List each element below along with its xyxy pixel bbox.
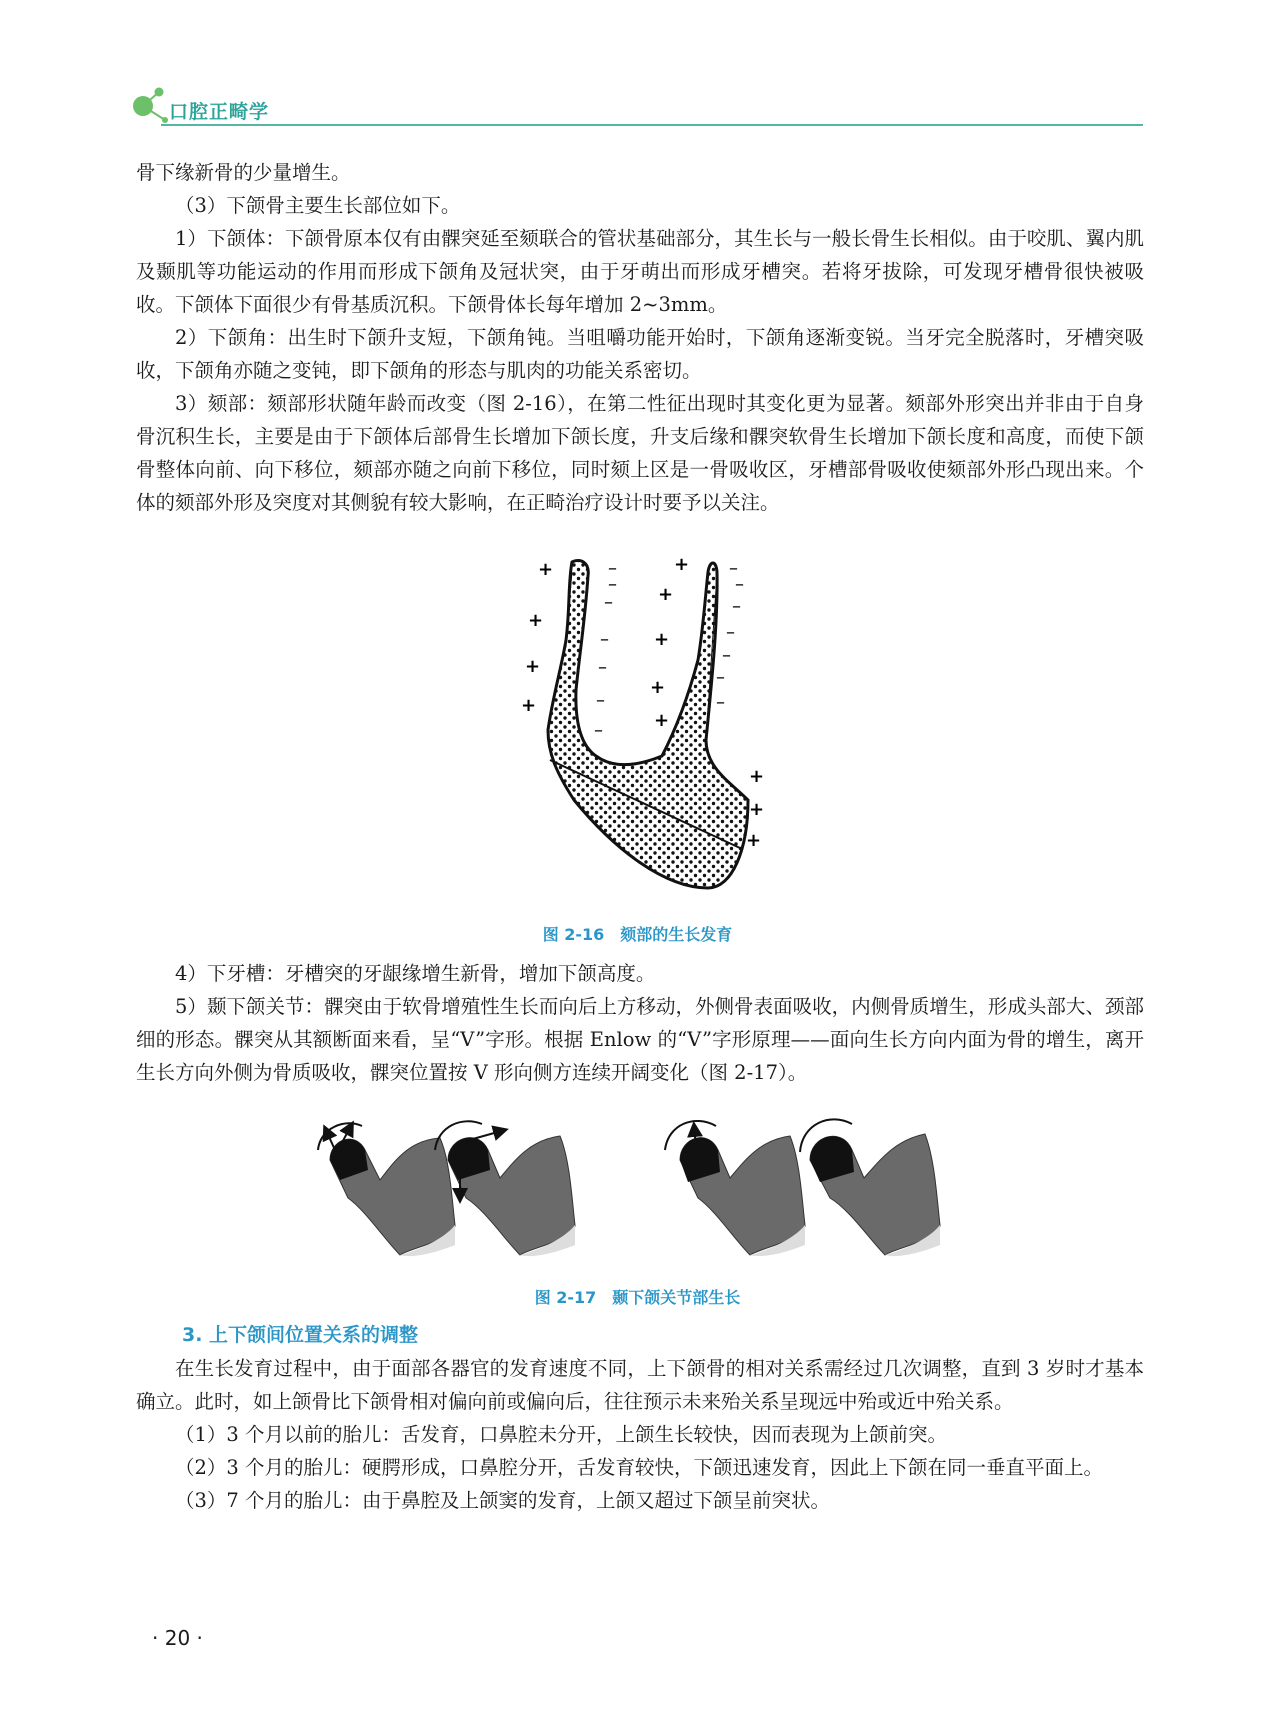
minus-mark: – [722, 645, 731, 666]
plus-mark: + [528, 610, 544, 631]
paragraph: 1）下颌体：下颌骨原本仅有由髁突延至颏联合的管状基础部分，其生长与一般长骨生长相似。由于咬肌、翼内肌及颞肌等功能运动的作用而形成下颌角及冠状突，由于牙萌出而形成牙槽突。若将牙拔除，可发现牙槽骨很快被吸收。下颌体下面很少有骨基质沉积。下颌骨体长每年增加 2~3mm。 [136, 227, 1144, 316]
minus-mark: – [604, 592, 613, 613]
plus-mark: + [525, 656, 541, 677]
minus-mark: – [732, 596, 741, 617]
minus-mark: – [735, 574, 744, 595]
plus-mark: + [538, 559, 554, 580]
paragraph: （3）下颌骨主要生长部位如下。 [175, 194, 461, 217]
paragraph: 骨下缘新骨的少量增生。 [136, 161, 351, 184]
minus-mark: – [608, 574, 617, 595]
plus-mark: + [654, 710, 670, 731]
minus-mark: – [598, 657, 607, 678]
text-block-2 [136, 957, 1144, 1089]
minus-mark: – [726, 622, 735, 643]
condyle-stage-3 [665, 1121, 805, 1256]
condyle-stage-2 [435, 1121, 575, 1256]
plus-mark: + [658, 584, 674, 605]
figure-2-16-caption: 图 2-16 颏部的生长发育 [542, 925, 733, 944]
minus-mark: – [594, 720, 603, 741]
condyle-stage-4 [800, 1119, 940, 1256]
text-block-1 [136, 156, 1144, 519]
paragraph: （2）3 个月的胎儿：硬腭形成，口鼻腔分开，舌发育较快，下颌迅速发育，因此上下颌在同一垂直平面上。 [175, 1456, 1104, 1479]
plus-mark: + [746, 830, 762, 851]
paragraph: 在生长发育过程中，由于面部各器官的发育速度不同，上下颌骨的相对关系需经过几次调整，直到 3 岁时才基本确立。此时，如上颌骨比下颌骨相对偏向前或偏向后，往往预示未来殆关系呈现远中殆或近中殆关系。 [136, 1357, 1144, 1413]
paragraph: 4）下牙槽：牙槽突的牙龈缘增生新骨，增加下颌高度。 [175, 962, 656, 985]
plus-mark: + [521, 695, 537, 716]
section-heading: 3. 上下颌间位置关系的调整 [182, 1324, 419, 1346]
plus-mark: + [674, 554, 690, 575]
minus-mark: – [716, 667, 725, 688]
plus-mark: + [749, 766, 765, 787]
minus-mark: – [729, 558, 738, 579]
header-rule [161, 124, 1143, 126]
paragraph: 5）颞下颌关节：髁突由于软骨增殖性生长而向后上方移动，外侧骨表面吸收，内侧骨质增生，形成头部大、颈部细的形态。髁突从其额断面来看，呈“V”字形。根据 Enlow 的“V”字形原理——面向生长方向内面为骨的增生，离开生长方向外侧为骨质吸收，髁突位置按 V 形向侧方连续开阔变化（图 2-17）。 [136, 995, 1144, 1084]
minus-mark: – [716, 692, 725, 713]
plus-mark: + [650, 677, 666, 698]
page-header [133, 86, 1143, 126]
text-block-3 [136, 1352, 1144, 1517]
paragraph: （3）7 个月的胎儿：由于鼻腔及上颌窦的发育，上颌又超过下颌呈前突状。 [175, 1489, 831, 1512]
plus-mark: + [749, 799, 765, 820]
paragraph: 2）下颌角：出生时下颌升支短，下颌角钝。当咀嚼功能开始时，下颌角逐渐变锐。当牙完全脱落时，牙槽突吸收，下颌角亦随之变钝，即下颌角的形态与肌肉的功能关系密切。 [136, 326, 1144, 382]
book-logo-icon [133, 86, 173, 126]
plus-mark: + [654, 629, 670, 650]
book-title: 口腔正畸学 [169, 101, 270, 123]
figure-2-17-caption: 图 2-17 颞下颌关节部生长 [534, 1288, 741, 1307]
page-number: · 20 · [152, 1626, 203, 1650]
minus-mark: – [596, 690, 605, 711]
figure-tmj-growth [300, 1100, 1000, 1280]
condyle-stage-1 [318, 1123, 455, 1256]
figure-chin-growth [515, 548, 785, 908]
paragraph: 3）颏部：颏部形状随年龄而改变（图 2-16），在第二性征出现时其变化更为显著。颏部外形突出并非由于自身骨沉积生长，主要是由于下颌体后部骨生长增加下颌长度，升支后缘和髁突软骨生长增加下颌长度和高度，而使下颌骨整体向前、向下移位，颏部亦随之向前下移位，同时颏上区是一骨吸收区，牙槽部骨吸收使颏部外形凸现出来。个体的颏部外形及突度对其侧貌有较大影响，在正畸治疗设计时要予以关注。 [136, 392, 1144, 514]
paragraph: （1）3 个月以前的胎儿：舌发育，口鼻腔未分开，上颌生长较快，因而表现为上颌前突。 [175, 1423, 948, 1446]
minus-mark: – [600, 629, 609, 650]
minus-mark: – [608, 558, 617, 579]
